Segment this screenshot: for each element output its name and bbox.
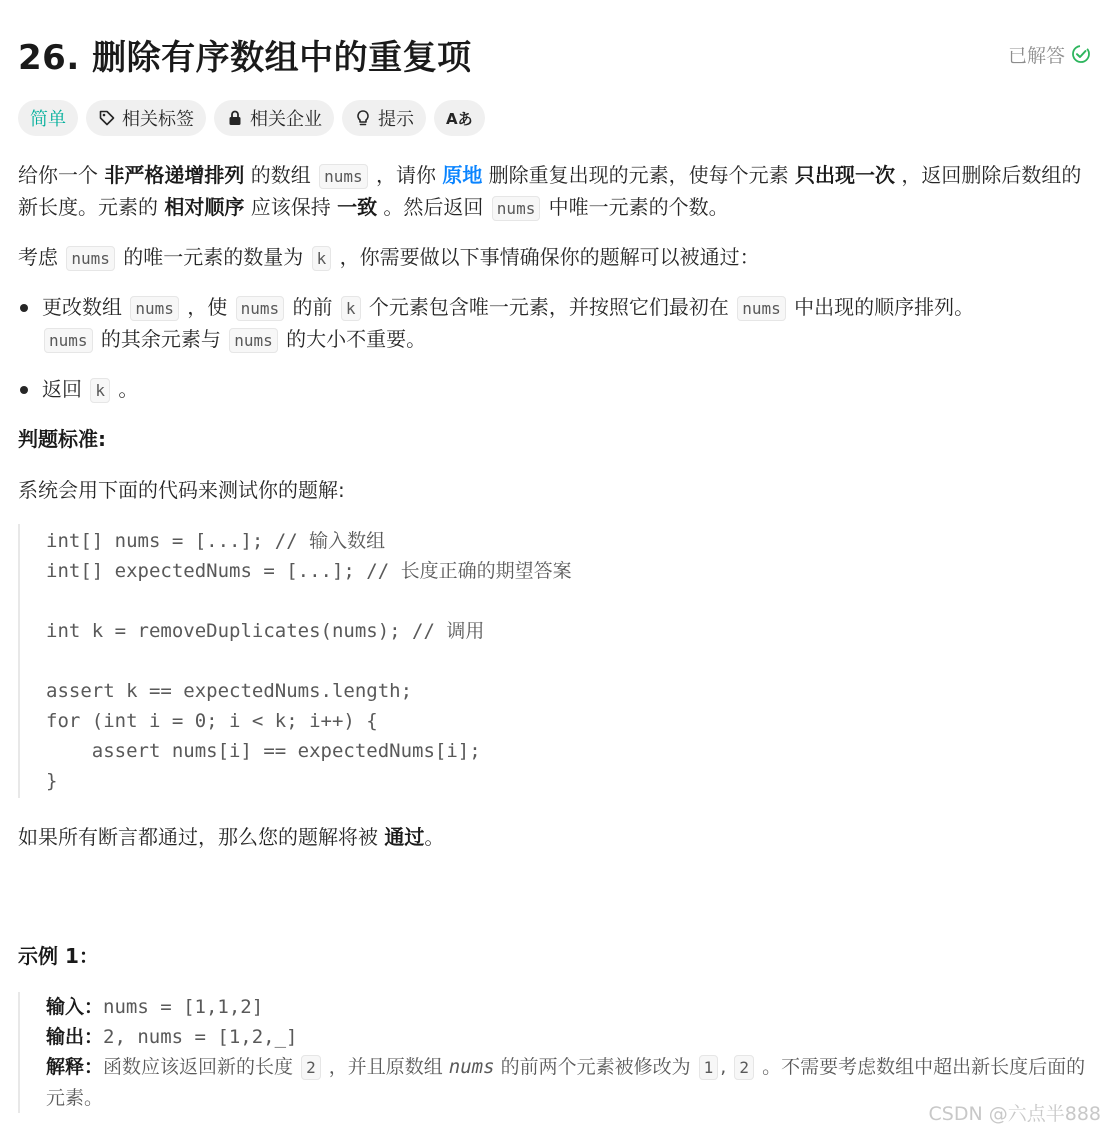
list-item xyxy=(18,374,1087,406)
inline-code: nums xyxy=(229,328,278,353)
title-row xyxy=(18,30,1091,78)
example-title: 示例 1： xyxy=(18,944,99,968)
solved-label: 已解答 xyxy=(1007,44,1065,67)
bold-text: 非严格递增排列 xyxy=(104,163,245,187)
text: 。不需要考虑数组中超出新长度后面的元素。 xyxy=(46,1056,1086,1109)
text: 如果所有断言都通过，那么您的题解将被 xyxy=(18,825,385,849)
text: ，返回删除后数组的新长度。元素的 xyxy=(18,163,1082,219)
text: ，你需要做以下事情确保你的题解可以被通过： xyxy=(333,245,760,269)
text: 删除重复出现的元素，使每个元素 xyxy=(482,163,796,187)
problem-description xyxy=(18,160,1087,1113)
difficulty-badge[interactable] xyxy=(18,100,78,136)
example-output xyxy=(46,1022,1087,1052)
lock-icon xyxy=(226,109,244,127)
text: 。 xyxy=(424,825,445,849)
difficulty-label: 简单 xyxy=(30,109,66,130)
italic-code: nums xyxy=(448,1056,495,1078)
inline-code: nums xyxy=(319,164,368,189)
inline-code: nums xyxy=(66,246,115,271)
text: 返回 xyxy=(42,377,89,401)
example-input xyxy=(46,992,1087,1022)
judge-title: 判题标准: xyxy=(18,427,106,451)
input-label: 输入： xyxy=(46,996,104,1018)
tag-icon xyxy=(98,109,116,127)
bold-text: 相对顺序 xyxy=(164,195,245,219)
judge-text: 系统会用下面的代码来测试你的题解: xyxy=(18,478,345,502)
inline-code: 2 xyxy=(734,1055,754,1080)
text: 的数组 xyxy=(244,163,318,187)
requirements-list xyxy=(18,292,1087,406)
problem-title[interactable]: 26. 删除有序数组中的重复项 xyxy=(18,37,472,78)
translate-button[interactable] xyxy=(434,100,485,136)
text: ，并且原数组 xyxy=(322,1056,449,1078)
inline-code: nums xyxy=(737,296,786,321)
text: 个元素包含唯一元素，并按照它们最初在 xyxy=(362,295,736,319)
example-block xyxy=(18,992,1087,1113)
text: ，使 xyxy=(180,295,234,319)
list-item xyxy=(18,292,1087,356)
related-tags-label: 相关标签 xyxy=(122,109,194,130)
explain-label: 解释： xyxy=(46,1056,104,1078)
text: 的前 xyxy=(286,295,339,319)
lightbulb-icon xyxy=(354,109,372,127)
inline-code: nums xyxy=(492,196,541,221)
inline-code: k xyxy=(90,378,110,403)
code-block: int[] nums = [...]; // 输入数组 int[] expectedNums = [...]; // 长度正确的期望答案 int k = removeDuplicates(nums); // 调用 assert k == expectedNums.length; for (int i = 0; i < k; i++) { assert nums[i] == expectedNums[i]; } xyxy=(18,524,1087,798)
hint-button[interactable] xyxy=(342,100,426,136)
watermark: CSDN @六点半888 xyxy=(928,1103,1101,1125)
text: 给你一个 xyxy=(18,163,105,187)
description-paragraph-1 xyxy=(18,160,1087,224)
text: 函数应该返回新的长度 xyxy=(103,1056,300,1078)
text: ，请你 xyxy=(369,163,443,187)
output-label: 输出： xyxy=(46,1026,104,1048)
text: 。 xyxy=(112,377,139,401)
bold-text: 通过 xyxy=(384,825,425,849)
inline-code: 1 xyxy=(699,1055,719,1080)
tag-bar xyxy=(18,100,485,136)
inline-code: k xyxy=(341,296,361,321)
inline-code: nums xyxy=(44,328,93,353)
bold-text: 只出现一次 xyxy=(795,163,896,187)
text: 考虑 xyxy=(18,245,65,269)
text: 的前两个元素被修改为 xyxy=(494,1056,697,1078)
inline-code: nums xyxy=(130,296,179,321)
text: 的唯一元素的数量为 xyxy=(116,245,310,269)
text: 的大小不重要。 xyxy=(279,327,427,351)
text: , xyxy=(720,1056,733,1078)
output-value: 2, nums = [1,2,_] xyxy=(103,1026,298,1048)
check-circle-icon xyxy=(1071,44,1091,64)
text: 中出现的顺序排列。 xyxy=(787,295,975,319)
inline-code: 2 xyxy=(301,1055,321,1080)
pass-paragraph xyxy=(18,822,1087,853)
text: 的其余元素与 xyxy=(94,327,228,351)
solved-status xyxy=(1008,41,1091,68)
description-paragraph-2 xyxy=(18,242,1087,274)
hint-label: 提示 xyxy=(378,109,414,130)
related-tags-button[interactable] xyxy=(86,100,206,136)
text: 。然后返回 xyxy=(377,195,490,219)
inline-code: k xyxy=(312,246,332,271)
inline-code: nums xyxy=(236,296,285,321)
in-place-link[interactable]: 原地 xyxy=(442,163,483,187)
companies-label: 相关企业 xyxy=(250,109,322,130)
bold-text: 一致 xyxy=(337,195,378,219)
text: 应该保持 xyxy=(244,195,338,219)
text: 中唯一元素的个数。 xyxy=(542,195,729,219)
translate-icon: Aあ xyxy=(446,109,473,128)
companies-button[interactable] xyxy=(214,100,334,136)
input-value: nums = [1,1,2] xyxy=(103,996,264,1018)
text: 更改数组 xyxy=(42,295,129,319)
